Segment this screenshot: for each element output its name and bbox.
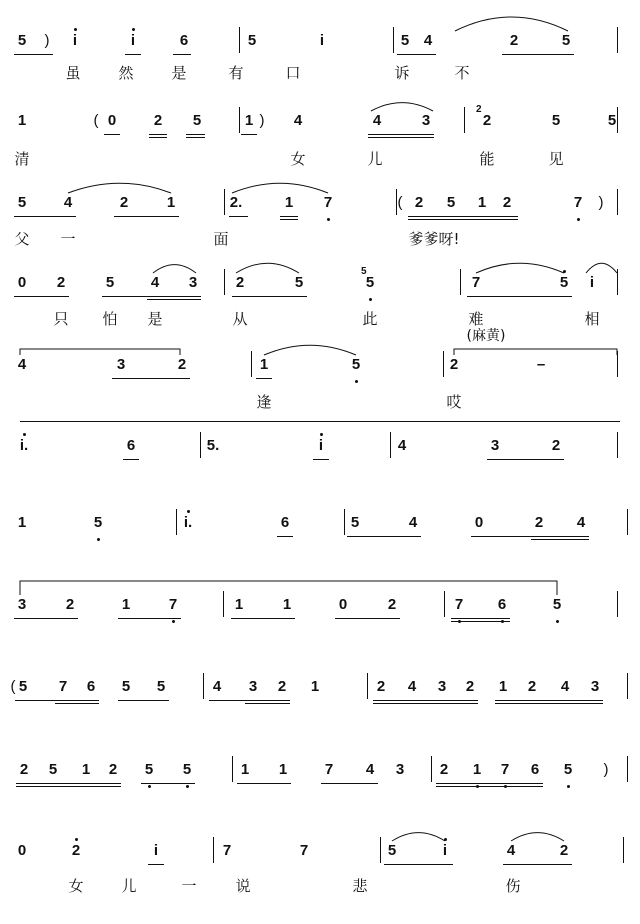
- slur: [18, 579, 559, 599]
- slur: [66, 177, 173, 197]
- lyric: 不: [454, 64, 470, 82]
- note: 6: [126, 437, 136, 454]
- note: 1: [81, 761, 91, 778]
- lyric: 相: [584, 310, 600, 328]
- note: i: [72, 32, 78, 49]
- beam-line: [232, 296, 307, 297]
- octave-dot: [148, 785, 151, 788]
- beam-line: [147, 299, 201, 300]
- note: 6: [179, 32, 189, 49]
- note: 3: [17, 596, 27, 613]
- note: 5: [144, 761, 154, 778]
- beam-line: [503, 864, 572, 865]
- beam-line: [384, 864, 453, 865]
- barline: [203, 673, 204, 699]
- beam-line: [16, 786, 121, 787]
- note: i: [589, 274, 595, 291]
- note: ): [603, 761, 609, 778]
- barline: [224, 189, 225, 215]
- note: 5: [551, 112, 561, 129]
- note: i: [318, 437, 324, 454]
- note: 4: [212, 678, 222, 695]
- slur: [151, 257, 198, 277]
- note: 4: [293, 112, 303, 129]
- note: 4: [63, 194, 73, 211]
- note: 7: [58, 678, 68, 695]
- note: 1: [234, 596, 244, 613]
- note: 5: [552, 596, 562, 613]
- octave-dot: [23, 433, 26, 436]
- beam-line: [373, 703, 478, 704]
- note: 1: [284, 194, 294, 211]
- note: 7: [222, 842, 232, 859]
- slur: [369, 95, 435, 115]
- lyric: 只: [53, 310, 69, 328]
- barline: [396, 189, 397, 215]
- barline: [617, 107, 618, 133]
- barline: [627, 756, 628, 782]
- barline: [617, 27, 618, 53]
- lyric: 口: [285, 64, 301, 82]
- note: 3: [590, 678, 600, 695]
- octave-dot: [369, 298, 372, 301]
- note: 3: [490, 437, 500, 454]
- barline: [380, 837, 381, 863]
- beam-line: [280, 216, 298, 217]
- lyric: 清: [14, 150, 30, 168]
- beam-line: [531, 539, 589, 540]
- octave-dot: [327, 218, 330, 221]
- tempo-annotation: (麻黄): [466, 328, 506, 344]
- note: 2: [177, 356, 187, 373]
- lyric: 说: [235, 877, 251, 895]
- note: 4: [576, 514, 586, 531]
- note: 5: [559, 274, 569, 291]
- beam-line: [118, 700, 169, 701]
- octave-dot: [556, 620, 559, 623]
- note: 1: [310, 678, 320, 695]
- note: i: [319, 32, 325, 49]
- note: 2: [439, 761, 449, 778]
- lyric: 儿: [121, 877, 137, 895]
- beam-line: [55, 703, 99, 704]
- note: 5: [105, 274, 115, 291]
- note: 6: [497, 596, 507, 613]
- note: 2: [551, 437, 561, 454]
- note: 4: [423, 32, 433, 49]
- barline: [224, 269, 225, 295]
- note: 1: [240, 761, 250, 778]
- note: 5: [247, 32, 257, 49]
- beam-line: [495, 700, 603, 701]
- note: 1: [121, 596, 131, 613]
- octave-dot: [132, 28, 135, 31]
- note: 1: [282, 596, 292, 613]
- note: ): [598, 194, 604, 211]
- note: 2: [235, 274, 245, 291]
- note: 1: [472, 761, 482, 778]
- note: 4: [397, 437, 407, 454]
- note: 2: [65, 596, 75, 613]
- octave-dot: [355, 380, 358, 383]
- note: 5: [607, 112, 617, 129]
- note: 2: [449, 356, 459, 373]
- beam-line: [125, 54, 141, 55]
- note: 5: [192, 112, 202, 129]
- note: 4: [372, 112, 382, 129]
- note: 0: [474, 514, 484, 531]
- note: 4: [407, 678, 417, 695]
- note: 5.: [206, 437, 220, 454]
- barline: [443, 351, 444, 377]
- beam-line: [408, 219, 518, 220]
- octave-dot: [97, 538, 100, 541]
- barline: [393, 27, 394, 53]
- octave-dot: [458, 620, 461, 623]
- beam-line: [14, 54, 53, 55]
- beam-line: [148, 864, 164, 865]
- lyric: 一: [60, 230, 76, 248]
- note: 2: [527, 678, 537, 695]
- lyric: 哎: [446, 393, 462, 411]
- lyric: 有: [228, 64, 244, 82]
- note: 2: [387, 596, 397, 613]
- note: 7: [168, 596, 178, 613]
- barline: [251, 351, 252, 377]
- slur: [453, 15, 570, 35]
- note: 2: [502, 194, 512, 211]
- note: i.: [183, 514, 193, 531]
- beam-line: [502, 54, 574, 55]
- note: 6: [280, 514, 290, 531]
- octave-dot: [187, 510, 190, 513]
- beam-line: [104, 134, 120, 135]
- barline: [617, 189, 618, 215]
- beam-line: [471, 536, 589, 537]
- note: 7: [471, 274, 481, 291]
- note: 3: [437, 678, 447, 695]
- note: 2: [19, 761, 29, 778]
- slur: [230, 177, 330, 197]
- octave-dot: [172, 620, 175, 623]
- beam-line: [102, 296, 201, 297]
- slur: [452, 339, 619, 359]
- note: 1: [477, 194, 487, 211]
- note: 4: [150, 274, 160, 291]
- lyric: 是: [147, 310, 163, 328]
- lyric: 从: [232, 310, 248, 328]
- octave-dot: [186, 785, 189, 788]
- octave-dot: [74, 28, 77, 31]
- barline: [617, 432, 618, 458]
- note: i.: [19, 437, 29, 454]
- note: 5: [17, 32, 27, 49]
- lyric: 然: [118, 64, 134, 82]
- beam-line: [149, 137, 167, 138]
- beam-line: [487, 459, 564, 460]
- beam-line: [373, 700, 478, 701]
- beam-line: [368, 134, 434, 135]
- octave-dot: [567, 785, 570, 788]
- barline: [200, 432, 201, 458]
- beam-line: [397, 54, 436, 55]
- note: 1: [244, 112, 254, 129]
- barline: [464, 107, 465, 133]
- note: ): [259, 112, 265, 129]
- note: –: [536, 356, 546, 373]
- note: 5: [17, 194, 27, 211]
- note: 2: [414, 194, 424, 211]
- note: 3: [421, 112, 431, 129]
- note: 2: [153, 112, 163, 129]
- beam-line: [408, 216, 518, 217]
- note: 1: [17, 112, 27, 129]
- note: 3: [188, 274, 198, 291]
- note: 7: [573, 194, 583, 211]
- lyric: 伤: [505, 877, 521, 895]
- lyric: 爹爹呀!: [408, 230, 460, 248]
- note: 4: [560, 678, 570, 695]
- barline: [239, 107, 240, 133]
- beam-line: [321, 783, 378, 784]
- barline: [627, 509, 628, 535]
- note: 7: [323, 194, 333, 211]
- beam-line: [241, 134, 257, 135]
- note: 4: [17, 356, 27, 373]
- note: 5: [294, 274, 304, 291]
- note: 1: [498, 678, 508, 695]
- section-divider: [20, 421, 620, 422]
- barline: [232, 756, 233, 782]
- barline: [390, 432, 391, 458]
- note: 2: [482, 112, 492, 129]
- note: i: [153, 842, 159, 859]
- beam-line: [256, 378, 272, 379]
- note: 7: [299, 842, 309, 859]
- lyric: 见: [548, 150, 564, 168]
- slur: [390, 825, 447, 845]
- note: 0: [17, 274, 27, 291]
- note: 1: [166, 194, 176, 211]
- beam-line: [15, 700, 99, 701]
- beam-line: [347, 536, 421, 537]
- slur: [509, 825, 566, 845]
- note: i: [130, 32, 136, 49]
- note: 2: [465, 678, 475, 695]
- note: 5: [561, 32, 571, 49]
- beam-line: [495, 703, 603, 704]
- lyric: 父: [14, 230, 30, 248]
- lyric: 一: [181, 877, 197, 895]
- note: (: [397, 194, 403, 211]
- beam-line: [123, 459, 139, 460]
- beam-line: [231, 618, 295, 619]
- barline: [627, 673, 628, 699]
- lyric: 诉: [394, 64, 410, 82]
- note: 2: [119, 194, 129, 211]
- note: 5: [350, 514, 360, 531]
- note: 7: [454, 596, 464, 613]
- barline: [344, 509, 345, 535]
- note: 5: [563, 761, 573, 778]
- lyric: 女: [290, 150, 306, 168]
- octave-dot: [501, 620, 504, 623]
- lyric: 是: [171, 64, 187, 82]
- note: 5: [182, 761, 192, 778]
- beam-line: [229, 216, 248, 217]
- note: 2: [108, 761, 118, 778]
- octave-dot: [476, 785, 479, 788]
- beam-line: [209, 700, 290, 701]
- beam-line: [149, 134, 167, 135]
- beam-line: [112, 378, 190, 379]
- note: 2: [71, 842, 81, 859]
- octave-dot: [75, 838, 78, 841]
- note: 5: [93, 514, 103, 531]
- barline: [617, 591, 618, 617]
- beam-line: [451, 618, 510, 619]
- lyric: 难: [468, 310, 484, 328]
- beam-line: [335, 618, 400, 619]
- beam-line: [141, 783, 195, 784]
- lyric: 儿: [367, 150, 383, 168]
- beam-line: [14, 618, 78, 619]
- slur: [584, 257, 619, 277]
- beam-line: [186, 137, 205, 138]
- lyric: 面: [213, 230, 229, 248]
- slur: [234, 257, 301, 277]
- beam-line: [118, 618, 181, 619]
- beam-line: [313, 459, 329, 460]
- note: 7: [324, 761, 334, 778]
- slur: [262, 339, 358, 359]
- slur: [18, 339, 182, 359]
- note: 3: [116, 356, 126, 373]
- beam-line: [467, 296, 572, 297]
- note: 2: [277, 678, 287, 695]
- beam-line: [14, 296, 69, 297]
- note: 2: [376, 678, 386, 695]
- beam-line: [277, 536, 293, 537]
- note: 5: [365, 274, 375, 291]
- lyric: 悲: [352, 877, 368, 895]
- note: 0: [338, 596, 348, 613]
- beam-line: [114, 216, 179, 217]
- beam-line: [436, 783, 543, 784]
- note: 4: [365, 761, 375, 778]
- note: 5: [121, 678, 131, 695]
- barline: [431, 756, 432, 782]
- lyric: 虽: [65, 64, 81, 82]
- barline: [213, 837, 214, 863]
- note: 2: [559, 842, 569, 859]
- note: 5: [156, 678, 166, 695]
- note: 7: [500, 761, 510, 778]
- beam-line: [280, 219, 298, 220]
- grace-note: 2: [476, 104, 482, 115]
- note: 5: [48, 761, 58, 778]
- note: 5: [446, 194, 456, 211]
- note: 0: [17, 842, 27, 859]
- note: 2.: [229, 194, 243, 211]
- lyric: 能: [479, 150, 495, 168]
- note: ): [44, 32, 50, 49]
- note: 6: [530, 761, 540, 778]
- beam-line: [237, 783, 291, 784]
- note: 4: [408, 514, 418, 531]
- note: 2: [534, 514, 544, 531]
- note: (: [10, 678, 16, 695]
- note: 3: [248, 678, 258, 695]
- note: 2: [56, 274, 66, 291]
- barline: [239, 27, 240, 53]
- lyric: 怕: [102, 310, 118, 328]
- note: 5: [18, 678, 28, 695]
- beam-line: [368, 137, 434, 138]
- note: 6: [86, 678, 96, 695]
- barline: [367, 673, 368, 699]
- lyric: 女: [68, 877, 84, 895]
- note: 5: [387, 842, 397, 859]
- barline: [176, 509, 177, 535]
- beam-line: [14, 216, 76, 217]
- barline: [623, 837, 624, 863]
- beam-line: [245, 703, 290, 704]
- octave-dot: [504, 785, 507, 788]
- note: (: [93, 112, 99, 129]
- beam-line: [16, 783, 121, 784]
- beam-line: [173, 54, 191, 55]
- lyric: 逢: [256, 393, 272, 411]
- octave-dot: [577, 218, 580, 221]
- note: 0: [107, 112, 117, 129]
- note: 2: [509, 32, 519, 49]
- grace-note: 5: [361, 266, 367, 277]
- note: 5: [400, 32, 410, 49]
- beam-line: [436, 786, 543, 787]
- note: 5: [351, 356, 361, 373]
- beam-line: [186, 134, 205, 135]
- note: 1: [17, 514, 27, 531]
- note: 3: [395, 761, 405, 778]
- slur: [474, 257, 566, 277]
- note: 4: [506, 842, 516, 859]
- barline: [460, 269, 461, 295]
- note: 1: [278, 761, 288, 778]
- note: i: [442, 842, 448, 859]
- note: 1: [259, 356, 269, 373]
- octave-dot: [320, 433, 323, 436]
- lyric: 此: [362, 310, 378, 328]
